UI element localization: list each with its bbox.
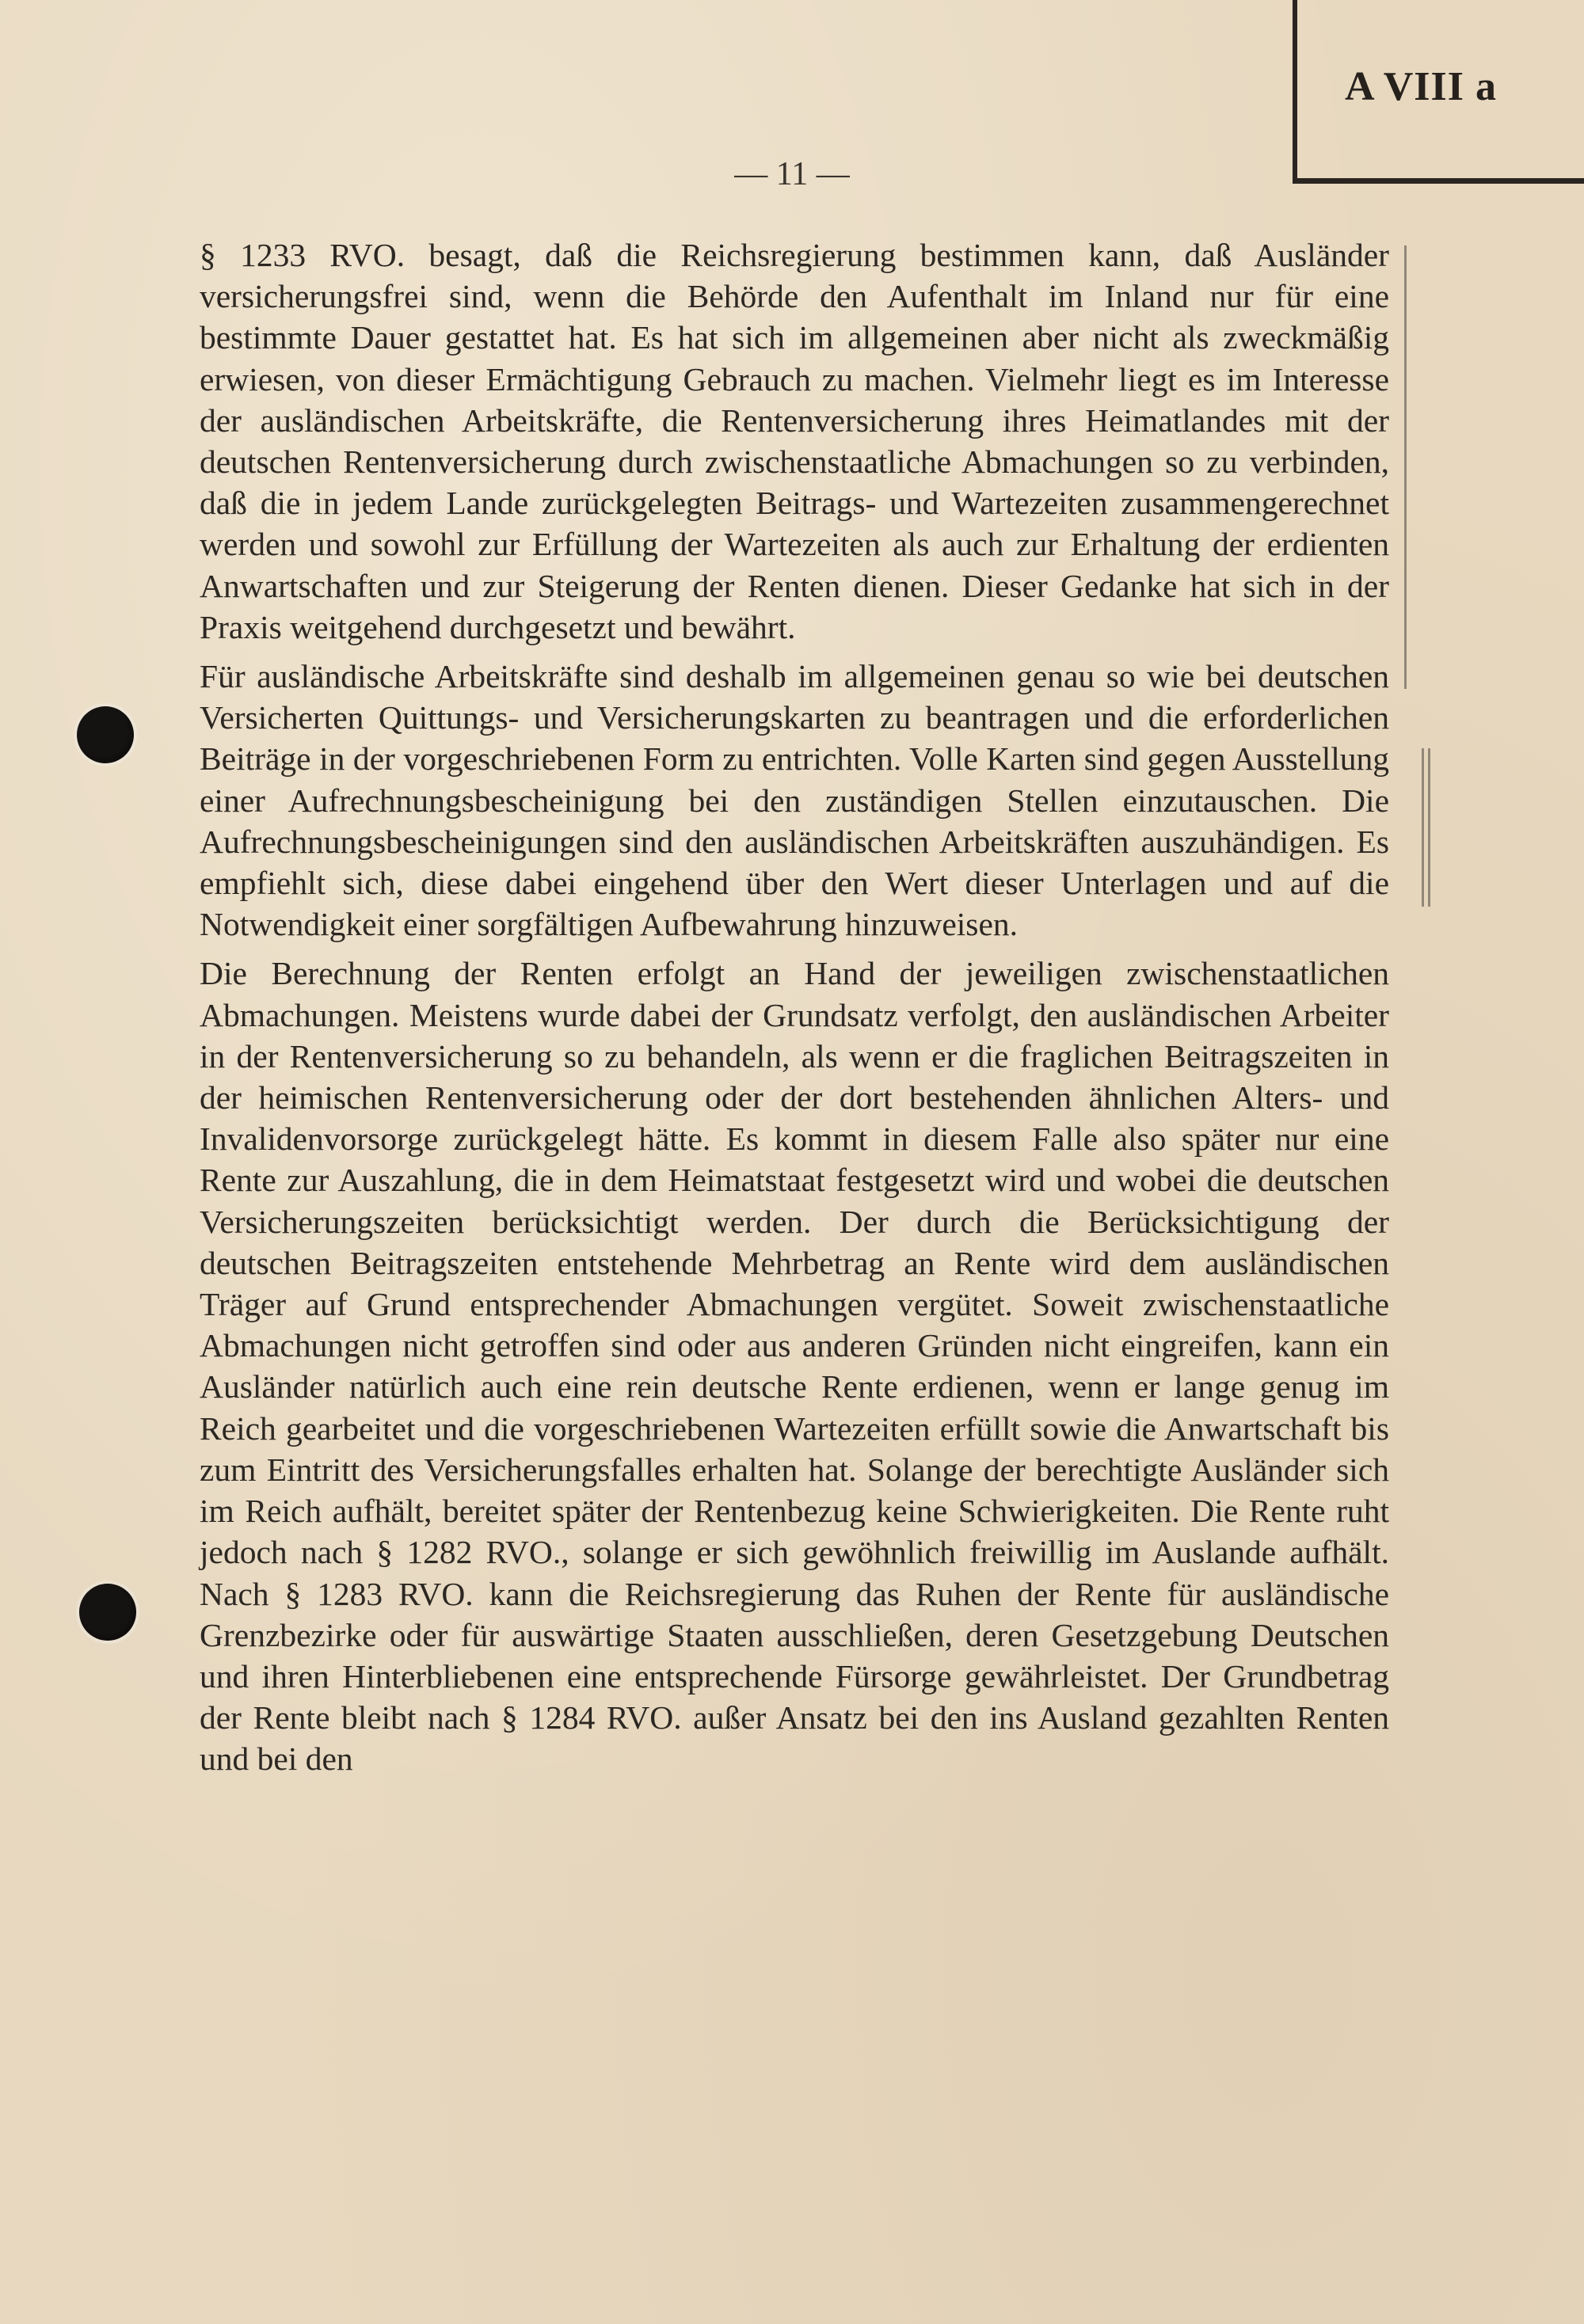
- paragraph: Für ausländische Arbeitskräfte sind deshalb im allgemeinen genau so wie bei deutschen Versicherten Quittungs- und Versicherungskarten zu beantragen und die erforderlichen Beiträge in der vorgeschriebenen Form zu entrichten. Volle Karten sind gegen Ausstellung einer Aufrechnungsbescheinigung bei den zuständigen Stellen einzutauschen. Die Aufrechnungsbescheinigungen sind den ausländischen Arbeitskräften auszuhändigen. Es empfiehlt sich, diese dabei eingehend über den Wert dieser Unterlagen und auf die Notwendigkeit einer sorgfältigen Aufbewahrung hinzuweisen.: [200, 658, 1389, 943]
- paragraph: § 1233 RVO. besagt, daß die Reichsregierung bestimmen kann, daß Ausländer versicherungsfrei sind, wenn die Behörde den Aufenthalt im Inland nur für eine bestimmte Dauer gestattet hat. Es hat sich im allgemeinen aber nicht als zweckmäßig erwiesen, von dieser Ermächtigung Gebrauch zu machen. Vielmehr liegt es im Interesse der ausländischen Arbeitskräfte, die Rentenversicherung ihres Heimatlandes mit der deutschen Rentenversicherung durch zwischenstaatliche Abmachungen so zu verbinden, daß die in jedem Lande zurückgelegten Beitrags- und Wartezeiten zusammengerechnet werden und sowohl zur Erfüllung der Wartezeiten als auch zur Erhaltung der erdienten Anwartschaften und zur Steigerung der Renten dienen. Dieser Gedanke hat sich in der Praxis weitgehend durchgesetzt und bewährt.: [200, 237, 1389, 645]
- margin-mark-line: [1428, 748, 1430, 907]
- punch-hole-bottom: [79, 1584, 136, 1641]
- margin-mark-line: [1422, 748, 1424, 907]
- body-text: [200, 234, 1389, 1780]
- margin-mark-line: [1404, 245, 1407, 689]
- section-tab-label: A VIII a: [1344, 64, 1497, 109]
- page-number: — 11 —: [734, 156, 850, 192]
- paragraph: Die Berechnung der Renten erfolgt an Hand der jeweiligen zwischenstaatlichen Abmachungen. Meistens wurde dabei der Grundsatz verfolgt, den ausländischen Arbeiter in der Rentenversicherung so zu behandeln, als wenn er die fraglichen Beitragszeiten in der heimischen Rentenversicherung oder der dort bestehenden ähnlichen Alters- und Invalidenvorsorge zurückgelegt hätte. Es kommt in diesem Falle also später nur eine Rente zur Auszahlung, die in dem Heimatstaat festgesetzt wird und wobei die deutschen Versicherungszeiten berücksichtigt werden. Der durch die Berücksichtigung der deutschen Beitragszeiten entstehende Mehrbetrag an Rente wird dem ausländischen Träger auf Grund entsprechender Abmachungen vergütet. Soweit zwischenstaatliche Abmachungen nicht getroffen sind oder aus anderen Gründen nicht eingreifen, kann ein Ausländer natürlich auch eine rein deutsche Rente erdienen, wenn er lange genug im Reich gearbeitet und die vorgeschriebenen Wartezeiten erfüllt sowie die Anwartschaft bis zum Eintritt des Versicherungsfalles erhalten hat. Solange der berechtigte Ausländer sich im Reich aufhält, bereitet später der Rentenbezug keine Schwierigkeiten. Die Rente ruht jedoch nach § 1282 RVO., solange er sich gewöhnlich freiwillig im Auslande aufhält. Nach § 1283 RVO. kann die Reichsregierung das Ruhen der Rente für ausländische Grenzbezirke oder für auswärtige Staaten ausschließen, deren Gesetzgebung Deutschen und ihren Hinterbliebenen eine entsprechende Fürsorge gewährleistet. Der Grundbetrag der Rente bleibt nach § 1284 RVO. außer Ansatz bei den ins Ausland gezahlten Renten und bei den: [200, 955, 1389, 1778]
- punch-hole-top: [77, 706, 134, 763]
